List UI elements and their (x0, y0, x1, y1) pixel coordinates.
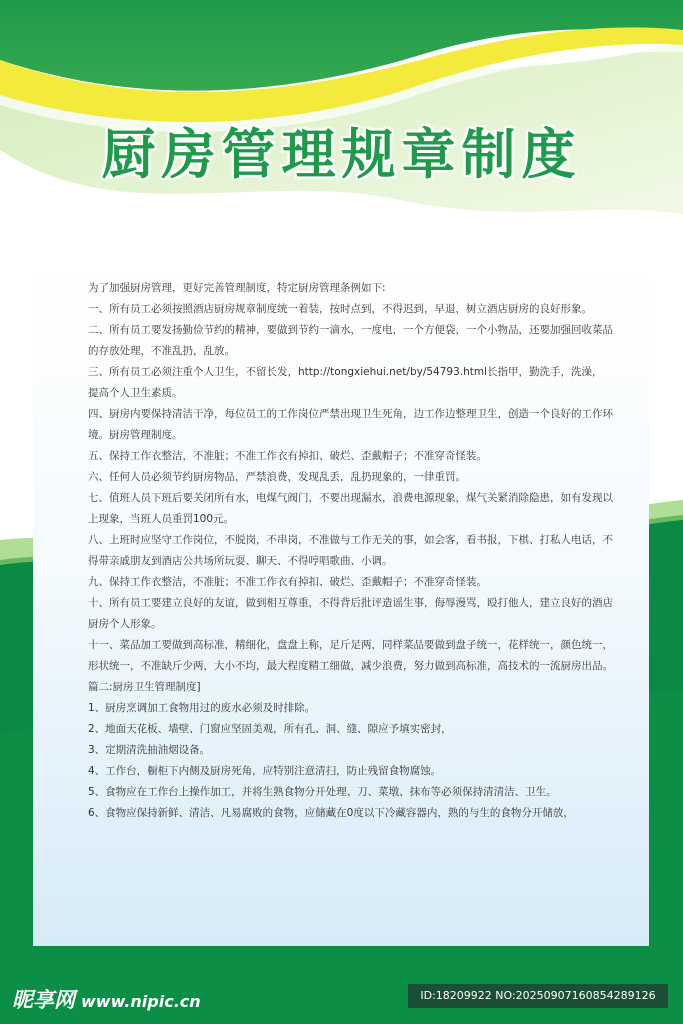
rule-paragraph: 七、值班人员下班后要关闭所有水，电煤气阀门，不要出现漏水，浪费电源现象，煤气关紧消除隐患，如有发现以上现象，当班人员重罚100元。 (88, 492, 613, 525)
logo-text: 昵享网 (12, 988, 75, 1012)
rule-paragraph: 六、任何人员必须节约厨房物品，严禁浪费，发现乱丢，乱扔现象的，一律重罚。 (88, 471, 466, 483)
rule-paragraph: 一、所有员工必须按照酒店厨房规章制度统一着装，按时点到，不得迟到，早退，树立酒店厨房的良好形象。 (88, 303, 592, 315)
hygiene-item: 2、地面天花板、墙壁、门窗应坚固美观，所有孔、洞、缝、隙应予填实密封， (88, 723, 452, 735)
hygiene-item: 6、食物应保持新鲜、清洁、凡易腐败的食物，应储藏在0度以下冷藏容器内，熟的与生的食物分开储放， (88, 807, 574, 819)
image-id-label: ID:18209922 NO:20250907160854289126 (408, 984, 668, 1008)
rule-paragraph: 三、所有员工必须注重个人卫生，不留长发，http://tongxiehui.net/by/54793.html长指甲，勤洗手，洗澡，提高个人卫生素质。 (88, 366, 603, 399)
section-heading: 篇二:厨房卫生管理制度] (88, 681, 201, 693)
rules-content (88, 278, 613, 824)
intro-paragraph: 为了加强厨房管理，更好完善管理制度，特定厨房管理条例如下: (88, 282, 386, 294)
site-logo (12, 984, 201, 1014)
rule-paragraph: 四、厨房内要保持清洁干净，每位员工的工作岗位严禁出现卫生死角，边工作边整理卫生，创造一个良好的工作环境。厨房管理制度。 (88, 408, 613, 441)
hygiene-item: 1、厨房烹调加工食物用过的废水必须及时排除。 (88, 702, 316, 714)
rule-paragraph: 十一、菜品加工要做到高标准，精细化，盘盘上称，足斤足两，同样菜品要做到盘子统一，花样统一，颜色统一，形状统一，不准缺斤少两，大小不均，最大程度精工细做，减少浪费，努力做到高标准，高技术的一流厨房出品。 (88, 639, 613, 672)
rule-paragraph: 八、上班时应坚守工作岗位，不脱岗，不串岗，不准做与工作无关的事，如会客，看书报，下棋、打私人电话，不得带亲戚朋友到酒店公共场所玩耍、聊天、不得哼唱歌曲、小调。 (88, 534, 613, 567)
rule-paragraph: 九、保持工作衣整洁，不准脏；不准工作衣有掉扣、破烂、歪戴帽子；不准穿奇怪装。 (88, 576, 487, 588)
rule-paragraph: 五、保持工作衣整洁，不准脏；不准工作衣有掉扣、破烂、歪戴帽子；不准穿奇怪装。 (88, 450, 487, 462)
page-title: 厨房管理规章制度 (101, 123, 582, 186)
logo-url: www.nipic.cn (81, 992, 201, 1011)
rule-paragraph: 二、所有员工要发扬勤俭节约的精神，要做到节约一滴水，一度电，一个方便袋，一个小物品，还要加强回收菜品的存放处理，不准乱扔，乱放。 (88, 324, 613, 357)
rule-paragraph: 十、所有员工要建立良好的友谊，做到相互尊重，不得背后批评造谣生事，侮辱漫骂，殴打他人，建立良好的酒店厨房个人形象。 (88, 597, 613, 630)
hygiene-item: 5、食物应在工作台上操作加工，并将生熟食物分开处理、刀、菜墩、抹布等必须保持清清洁、卫生。 (88, 786, 557, 798)
hygiene-item: 4、工作台，橱柜下内侧及厨房死角，应特别注意清扫，防止残留食物腐蚀。 (88, 765, 442, 777)
hygiene-item: 3、定期清洗抽油烟设备。 (88, 744, 211, 756)
